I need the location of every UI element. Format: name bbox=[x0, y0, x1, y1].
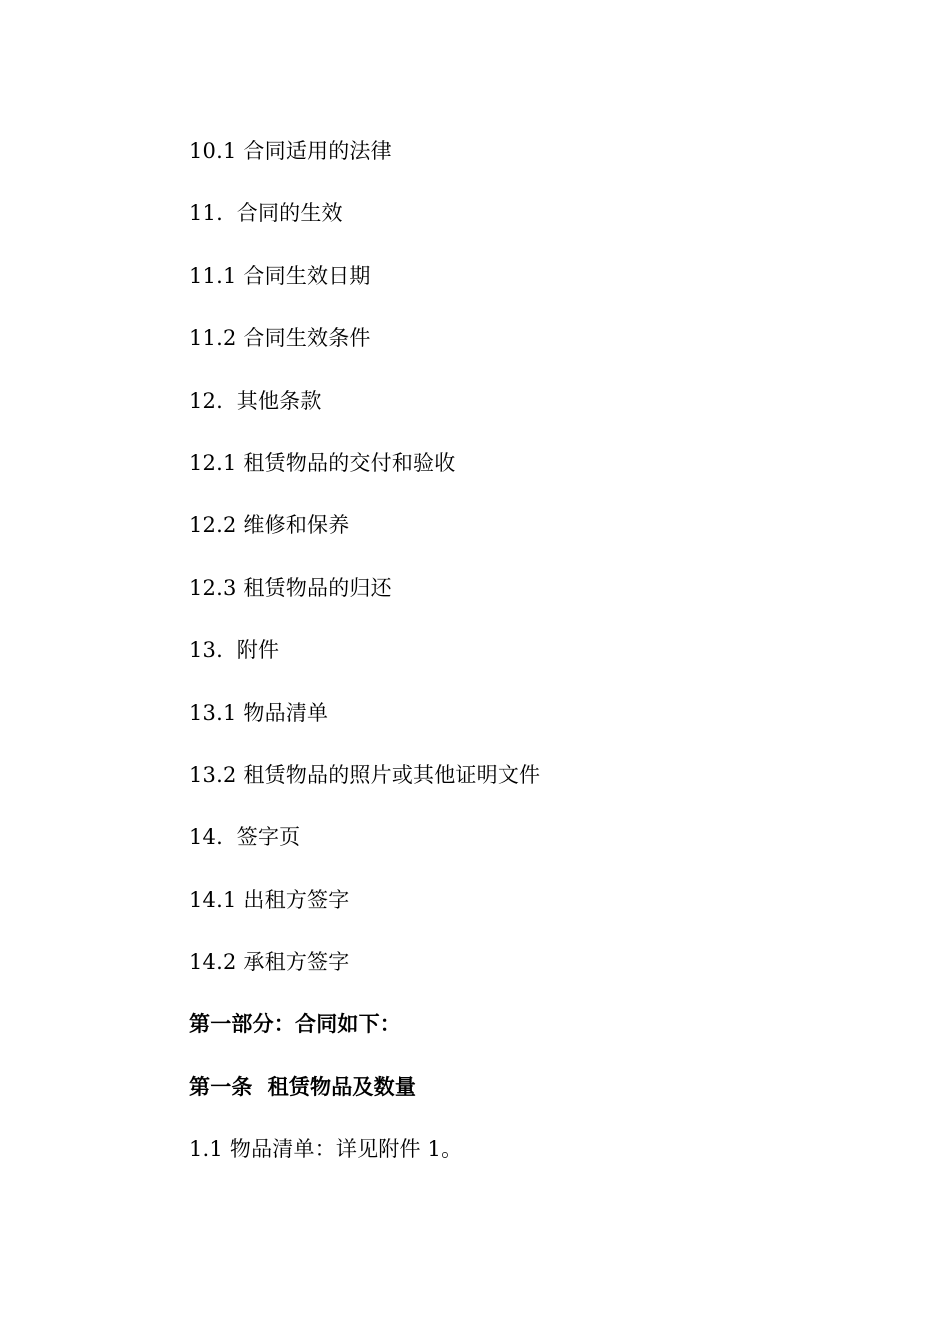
clause-14-2: 14.2 承租方签字 bbox=[189, 950, 350, 975]
part-one-heading: 第一部分：合同如下： bbox=[189, 1012, 401, 1037]
clause-10-1: 10.1 合同适用的法律 bbox=[189, 139, 392, 163]
clause-12-2: 12.2 维修和保养 bbox=[189, 513, 350, 538]
section-11-heading: 11. 合同的生效 bbox=[189, 201, 343, 226]
clause-11-1: 11.1 合同生效日期 bbox=[189, 263, 371, 288]
clause-12-3: 12.3 租赁物品的归还 bbox=[189, 575, 392, 600]
clause-14-1: 14.1 出租方签字 bbox=[189, 887, 350, 912]
clause-11-2: 11.2 合同生效条件 bbox=[189, 326, 371, 351]
section-14-heading: 14. 签字页 bbox=[189, 825, 301, 850]
section-12-heading: 12. 其他条款 bbox=[189, 388, 322, 413]
document-body bbox=[189, 133, 889, 1194]
clause-13-2: 13.2 租赁物品的照片或其他证明文件 bbox=[189, 762, 541, 787]
article-one-heading: 第一条 租赁物品及数量 bbox=[189, 1074, 417, 1099]
section-13-heading: 13. 附件 bbox=[189, 638, 280, 663]
clause-1-1: 1.1 物品清单：详见附件 1。 bbox=[189, 1137, 463, 1162]
clause-13-1: 13.1 物品清单 bbox=[189, 700, 329, 725]
clause-12-1: 12.1 租赁物品的交付和验收 bbox=[189, 450, 456, 475]
